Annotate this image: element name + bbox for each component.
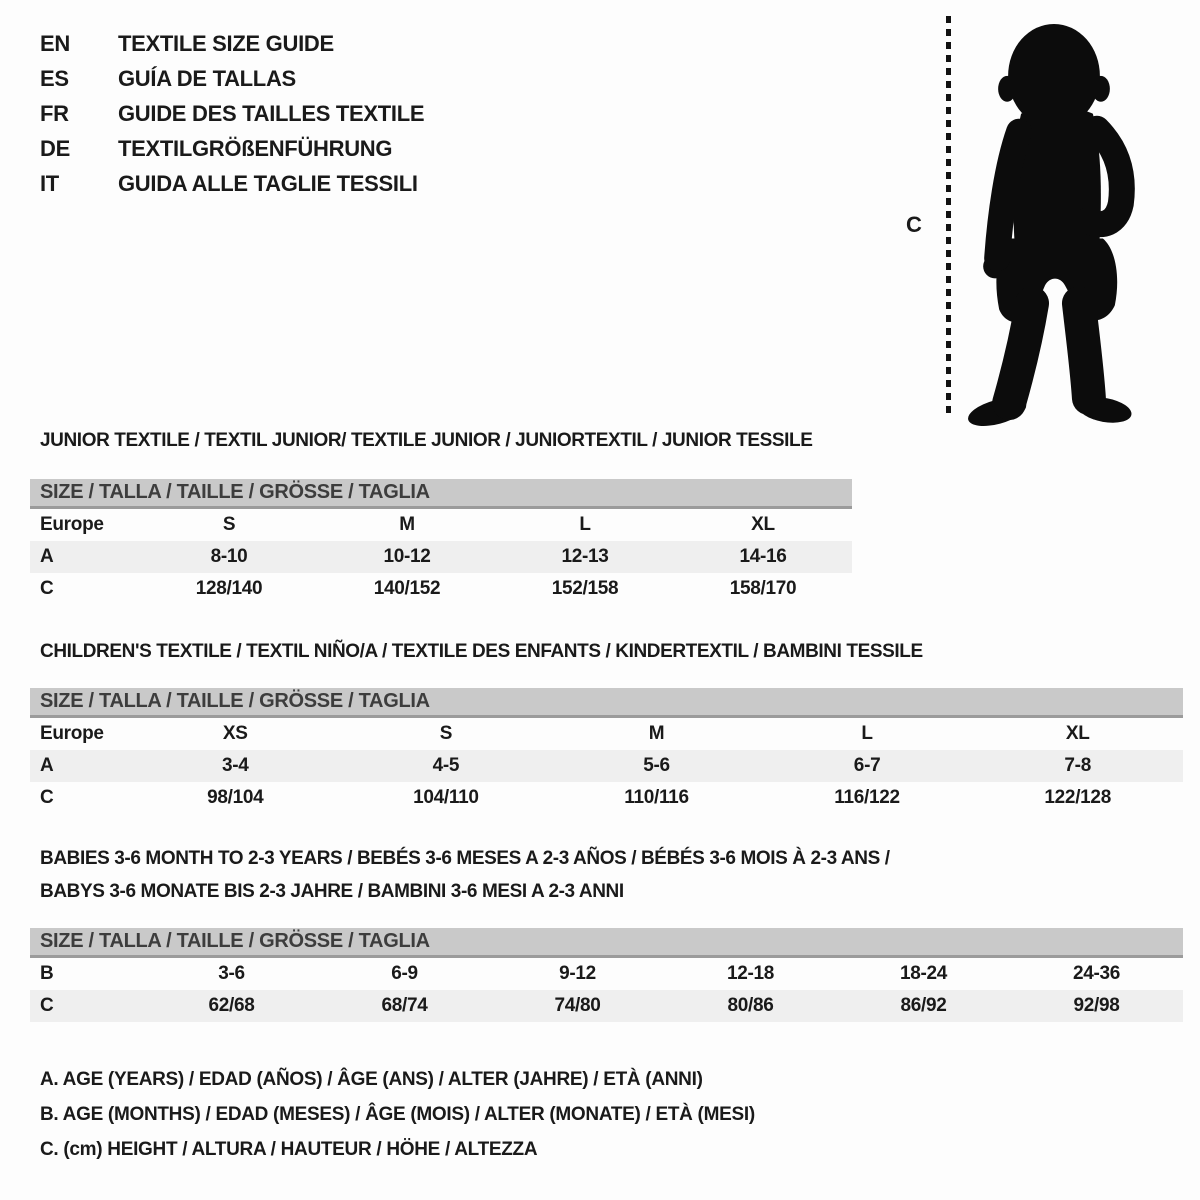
size-cell: 92/98 xyxy=(1010,990,1183,1022)
size-cell: 4-5 xyxy=(341,750,552,782)
footnote-list xyxy=(40,1062,755,1167)
height-measure-dashed-line xyxy=(946,16,951,416)
language-row-es xyxy=(40,61,424,96)
size-cell: 3-4 xyxy=(130,750,341,782)
row-label: C xyxy=(40,787,54,808)
table-header-row xyxy=(30,479,852,508)
size-cell: 6-9 xyxy=(391,963,418,984)
babies-section-heading xyxy=(40,842,890,908)
table-row xyxy=(30,508,852,542)
row-label: A xyxy=(30,541,140,573)
children-section-heading: CHILDREN'S TEXTILE / TEXTIL NIÑO/A / TEXTILE DES ENFANTS / KINDERTEXTIL / BAMBINI TESSILE xyxy=(40,641,923,662)
size-cell: 116/122 xyxy=(834,787,900,808)
table-row xyxy=(30,990,1183,1022)
language-row-de xyxy=(40,131,424,166)
row-label: B xyxy=(40,963,54,984)
language-code: DE xyxy=(40,135,70,161)
size-cell: 158/170 xyxy=(729,578,797,599)
table-row xyxy=(30,717,1183,751)
size-cell: 10-12 xyxy=(318,541,496,573)
size-cell: 86/92 xyxy=(837,990,1010,1022)
size-cell: 80/86 xyxy=(664,990,837,1022)
size-cell: XL xyxy=(1065,723,1090,744)
size-cell: 140/152 xyxy=(373,578,441,599)
language-row-en xyxy=(40,26,424,61)
size-cell: 7-8 xyxy=(972,750,1183,782)
size-cell: L xyxy=(579,514,591,535)
row-label: Europe xyxy=(40,723,104,744)
guide-title: TEXTILGRÖßENFÜHRUNG xyxy=(118,135,393,161)
size-cell: 6-7 xyxy=(762,750,973,782)
table-header-row xyxy=(30,688,1183,717)
size-cell: 12-18 xyxy=(726,963,775,984)
footnote-a: A. AGE (YEARS) / EDAD (AÑOS) / ÂGE (ANS) / ALTER (JAHRE) / ETÀ (ANNI) xyxy=(40,1068,703,1090)
size-cell: 128/140 xyxy=(195,578,263,599)
size-cell: 24-36 xyxy=(1072,963,1121,984)
table-row xyxy=(30,573,852,605)
language-row-fr xyxy=(40,96,424,131)
babies-heading-line-1: BABIES 3-6 MONTH TO 2-3 YEARS / BEBÉS 3-6 MESES A 2-3 AÑOS / BÉBÉS 3-6 MOIS À 2-3 ANS / xyxy=(40,848,890,869)
size-cell: 68/74 xyxy=(318,990,491,1022)
row-label: Europe xyxy=(40,514,104,535)
size-cell: 62/68 xyxy=(145,990,318,1022)
size-cell: M xyxy=(648,723,665,744)
size-cell: 152/158 xyxy=(551,578,619,599)
size-header-bar: SIZE / TALLA / TAILLE / GRÖSSE / TAGLIA xyxy=(30,479,852,508)
row-label: A xyxy=(30,750,130,782)
size-cell: S xyxy=(439,723,453,744)
language-code: EN xyxy=(40,30,70,56)
guide-title: GUIDA ALLE TAGLIE TESSILI xyxy=(118,170,418,196)
size-cell: 104/110 xyxy=(413,787,479,808)
size-cell: 12-13 xyxy=(496,541,674,573)
size-cell: 3-6 xyxy=(218,963,245,984)
junior-section-heading: JUNIOR TEXTILE / TEXTIL JUNIOR/ TEXTILE JUNIOR / JUNIORTEXTIL / JUNIOR TESSILE xyxy=(40,430,813,451)
table-row xyxy=(30,782,1183,814)
size-cell: XS xyxy=(222,723,248,744)
size-cell: 5-6 xyxy=(551,750,762,782)
language-code: FR xyxy=(40,100,69,126)
size-cell: 9-12 xyxy=(559,963,596,984)
size-cell: 8-10 xyxy=(140,541,318,573)
babies-heading-line-2: BABYS 3-6 MONATE BIS 2-3 JAHRE / BAMBINI 3-6 MESI A 2-3 ANNI xyxy=(40,881,624,902)
language-code: ES xyxy=(40,65,69,91)
toddler-silhouette-icon xyxy=(956,14,1148,428)
size-header-bar: SIZE / TALLA / TAILLE / GRÖSSE / TAGLIA xyxy=(30,928,1183,957)
size-cell: 14-16 xyxy=(674,541,852,573)
guide-title: GUÍA DE TALLAS xyxy=(118,65,296,91)
size-cell: XL xyxy=(751,514,775,535)
size-cell: M xyxy=(399,514,415,535)
size-cell: 98/104 xyxy=(207,787,264,808)
guide-title: TEXTILE SIZE GUIDE xyxy=(118,30,334,56)
table-row xyxy=(30,750,1183,782)
footnote-b: B. AGE (MONTHS) / EDAD (MESES) / ÂGE (MOIS) / ALTER (MONATE) / ETÀ (MESI) xyxy=(40,1103,755,1125)
guide-title: GUIDE DES TAILLES TEXTILE xyxy=(118,100,425,126)
size-cell: S xyxy=(222,514,236,535)
size-cell: 122/128 xyxy=(1044,787,1111,808)
size-header-bar: SIZE / TALLA / TAILLE / GRÖSSE / TAGLIA xyxy=(30,688,1183,717)
junior-size-table xyxy=(30,479,852,605)
table-row xyxy=(30,541,852,573)
height-measure-label: C xyxy=(906,212,922,237)
size-cell: L xyxy=(861,723,873,744)
table-header-row xyxy=(30,928,1183,957)
babies-size-table xyxy=(30,928,1183,1022)
children-size-table xyxy=(30,688,1183,814)
row-label: C xyxy=(30,990,145,1022)
size-cell: 18-24 xyxy=(899,963,948,984)
size-cell: 74/80 xyxy=(491,990,664,1022)
table-row xyxy=(30,957,1183,991)
row-label: C xyxy=(40,578,54,599)
size-cell: 110/116 xyxy=(624,787,689,808)
footnote-c: C. (cm) HEIGHT / ALTURA / HAUTEUR / HÖHE / ALTEZZA xyxy=(40,1138,538,1160)
language-title-list xyxy=(40,26,424,201)
language-code: IT xyxy=(40,170,59,196)
language-row-it xyxy=(40,166,424,201)
